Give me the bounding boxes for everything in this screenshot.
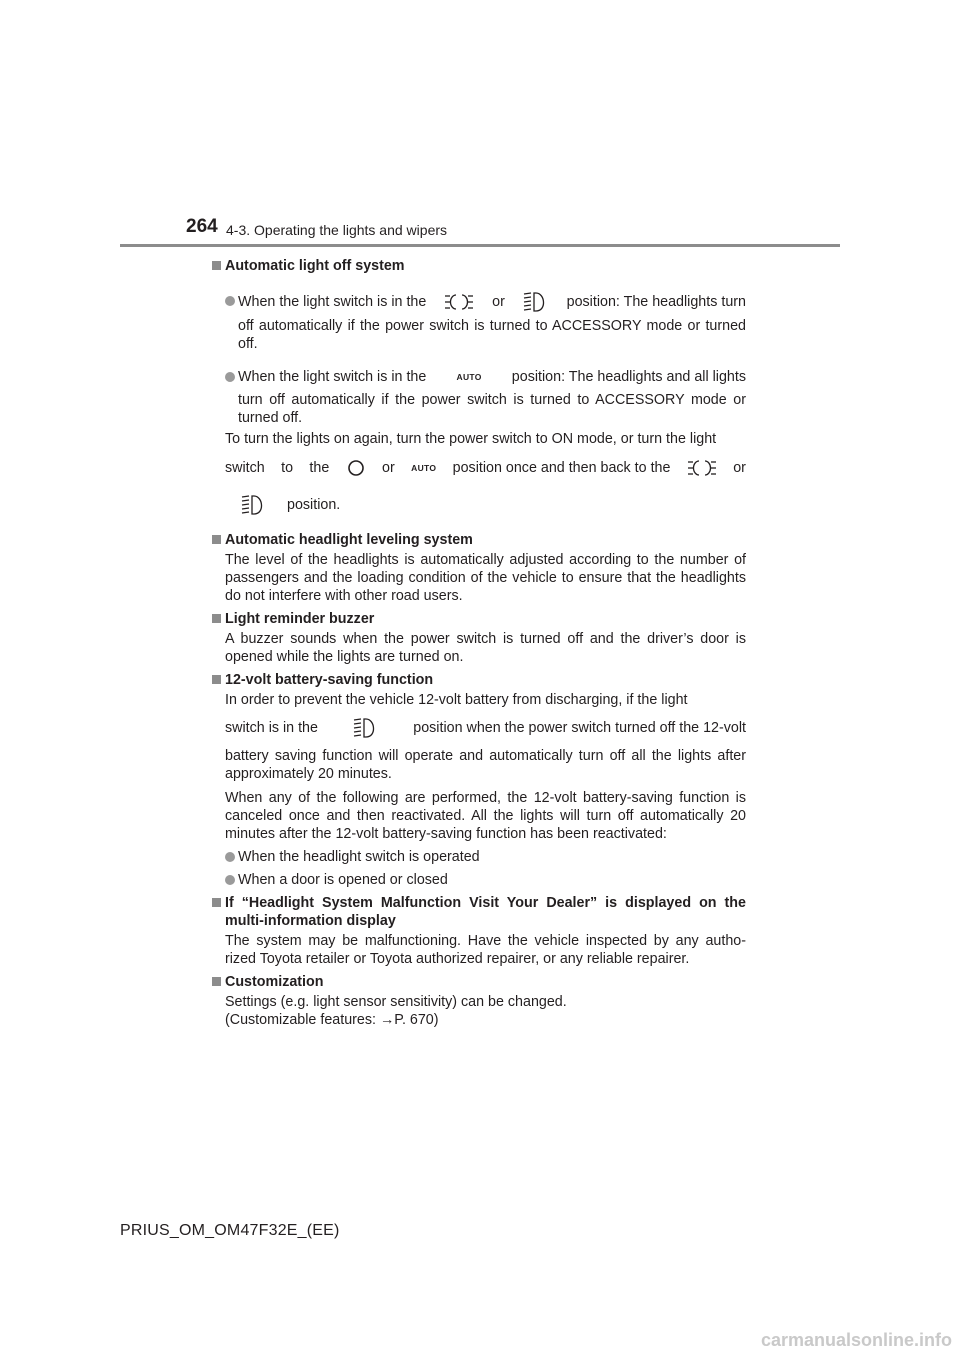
- tail-light-icon: [444, 292, 474, 312]
- auto-icon: AUTO: [456, 372, 482, 382]
- bullet-auto-position: When the light switch is in the AUTO position: The headlights and all lights turn off automatically if the power switch is turned to ACCESSORY mode or turned off.: [212, 363, 746, 427]
- tail-light-icon: [687, 458, 717, 478]
- off-icon: [346, 459, 366, 477]
- heading-headlight-leveling: Automatic headlight leveling system: [212, 531, 746, 549]
- square-bullet-icon: [212, 898, 221, 907]
- headlight-icon: [523, 291, 549, 313]
- bullet-headlight-operated: When the headlight switch is operated: [212, 848, 746, 866]
- turn-lights-on-again: To turn the lights on again, turn the power switch to ON mode, or turn the light switch to the or AUTO position once and then back to the or position.: [212, 430, 746, 522]
- page-content: [212, 255, 746, 1029]
- reminder-text: A buzzer sounds when the power switch is turned off and the driver’s door is opened while the lights are turned on.: [225, 631, 746, 665]
- round-bullet-icon: [225, 296, 235, 306]
- header-rule: [120, 244, 840, 247]
- section-title: 4-3. Operating the lights and wipers: [226, 222, 448, 238]
- square-bullet-icon: [212, 675, 221, 684]
- bullet-door-opened: When a door is opened or closed: [212, 871, 746, 889]
- square-bullet-icon: [212, 977, 221, 986]
- leveling-text: The level of the headlights is automatically adjusted according to the number of passengers and the loading condition of the vehicle to ensure that the headlights do not interfere with other road users.: [225, 552, 746, 604]
- headlight-icon: [353, 717, 379, 739]
- customizable-features-link[interactable]: (Customizable features: →P. 670): [225, 1012, 439, 1028]
- heading-automatic-light-off: Automatic light off system: [212, 257, 746, 275]
- heading-light-reminder: Light reminder buzzer: [212, 610, 746, 628]
- square-bullet-icon: [212, 535, 221, 544]
- square-bullet-icon: [212, 614, 221, 623]
- battery-text: In order to prevent the vehicle 12-volt battery from discharging, if the light switch is in the position when the power switch turned off the 12-volt battery saving function will operate and automatically turn off all the lights after approximately 20 minutes. When any of the following are performed, the 12-volt battery-saving function is canceled once and then reactivated. All the lights will turn off automatically 20 minutes after the 12-volt battery-saving function has been reactivated:: [225, 692, 746, 842]
- square-bullet-icon: [212, 261, 221, 270]
- round-bullet-icon: [225, 875, 235, 885]
- customization-text: Settings (e.g. light sensor sensitivity) can be changed. (Customizable features: →P. 670): [212, 993, 746, 1029]
- page-number: 264: [186, 216, 218, 237]
- malfunction-text: The system may be malfunctioning. Have the vehicle inspected by any autho-rized Toyota retailer or Toyota authorized repairer, or any reliable repairer.: [225, 933, 746, 967]
- document-code: PRIUS_OM_OM47F32E_(EE): [120, 1222, 340, 1239]
- round-bullet-icon: [225, 372, 235, 382]
- headlight-icon: [241, 494, 267, 516]
- round-bullet-icon: [225, 852, 235, 862]
- auto-icon: AUTO: [411, 463, 437, 473]
- heading-malfunction: If “Headlight System Malfunction Visit Your Dealer” is displayed on the multi-information display: [212, 894, 746, 930]
- bullet-tail-headlight-positions: When the light switch is in the or position: The headlights turn off automatically if the power switch is turned to ACCESSORY mode or turned off.: [212, 287, 746, 353]
- heading-customization: Customization: [212, 973, 746, 991]
- watermark: carmanualsonline.info: [760, 1330, 952, 1350]
- heading-battery-saving: 12-volt battery-saving function: [212, 671, 746, 689]
